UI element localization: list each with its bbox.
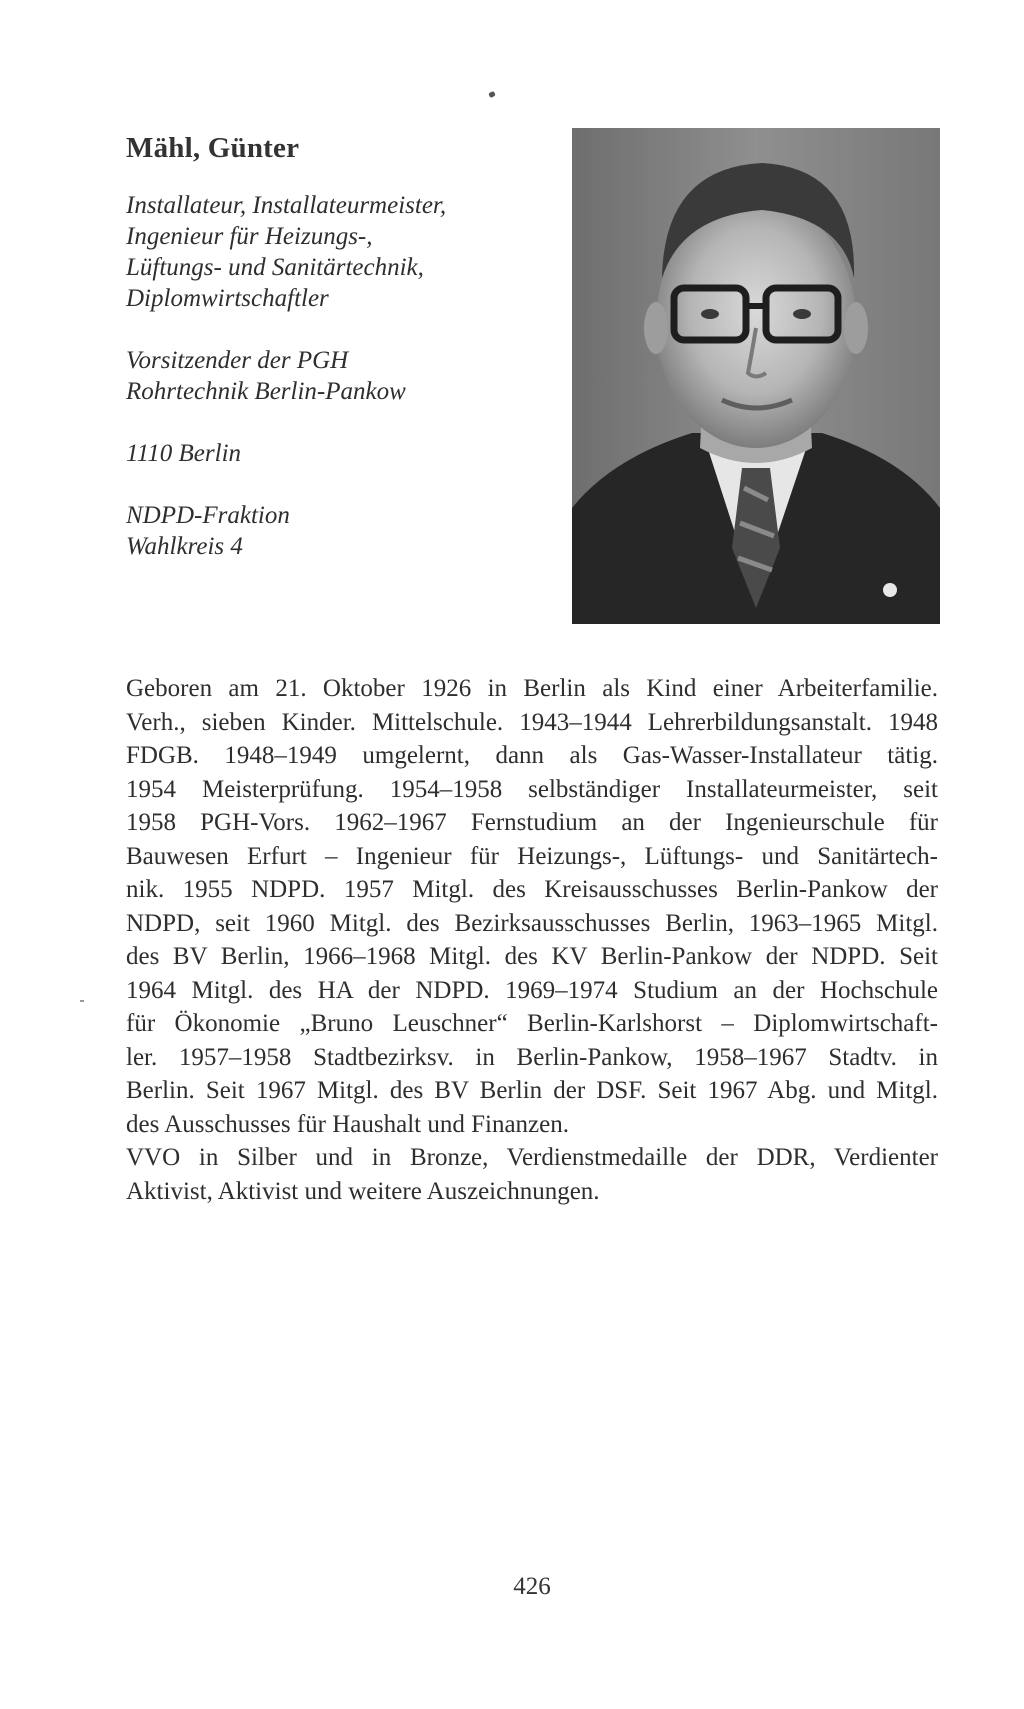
profession-line: Ingenieur für Heizungs-,: [126, 223, 373, 250]
page-number: 426: [513, 1573, 551, 1600]
ink-mark: [488, 91, 496, 98]
portrait-photo: [572, 128, 940, 624]
position-line: Vorsitzender der PGH: [126, 347, 349, 374]
address: 1110 Berlin: [126, 440, 242, 467]
constituency: Wahlkreis 4: [126, 533, 243, 560]
biography-line: 1958 PGH-Vors. 1962–1967 Fernstudium an der Ingenieurschule für: [126, 809, 938, 836]
person-details: [126, 190, 456, 562]
profession-line: Lüftungs- und Sanitärtechnik,: [126, 254, 424, 281]
biography-line: ler. 1957–1958 Stadtbezirksv. in Berlin-Pankow, 1958–1967 Stadtv. in: [126, 1043, 938, 1071]
biography-line: Berlin. Seit 1967 Mitgl. des BV Berlin der DSF. Seit 1967 Abg. und Mitgl.: [126, 1077, 938, 1104]
biography-line: FDGB. 1948–1949 umgelernt, dann als Gas-Wasser-Installateur tätig.: [126, 742, 938, 769]
portrait-illustration: [572, 128, 940, 624]
position-line: Rohrtechnik Berlin-Pankow: [126, 378, 406, 405]
biography-line: Verh., sieben Kinder. Mittelschule. 1943–1944 Lehrerbildungsanstalt. 1948: [126, 708, 938, 736]
biography-line: Bauwesen Erfurt – Ingenieur für Heizungs-, Lüftungs- und Sanitärtech-: [126, 842, 938, 870]
profession-line: Diplomwirtschaftler: [126, 285, 329, 312]
biography-line: für Ökonomie „Bruno Leuschner“ Berlin-Karlshorst – Diplomwirtschaft-: [126, 1010, 938, 1037]
biography: [126, 672, 938, 1208]
margin-mark: [80, 1000, 84, 1002]
awards-line: VVO in Silber und in Bronze, Verdienstmedaille der DDR, Verdienter: [126, 1144, 938, 1171]
biography-line: 1954 Meisterprüfung. 1954–1958 selbständiger Installateurmeister, seit: [126, 775, 938, 803]
fraction: NDPD-Fraktion: [126, 502, 290, 529]
biography-line: Geboren am 21. Oktober 1926 in Berlin als Kind einer Arbeiterfamilie.: [126, 675, 938, 702]
biography-line: NDPD, seit 1960 Mitgl. des Bezirksausschusses Berlin, 1963–1965 Mitgl.: [126, 909, 938, 937]
profession-line: Installateur, Installateurmeister,: [126, 192, 447, 219]
person-name: Mähl, Günter: [126, 132, 300, 164]
biography-line: nik. 1955 NDPD. 1957 Mitgl. des Kreisausschusses Berlin-Pankow der: [126, 876, 938, 903]
biography-line: des Ausschusses für Haushalt und Finanzen.: [126, 1110, 569, 1138]
biography-line: des BV Berlin, 1966–1968 Mitgl. des KV Berlin-Pankow der NDPD. Seit: [126, 943, 938, 970]
biography-line: 1964 Mitgl. des HA der NDPD. 1969–1974 Studium an der Hochschule: [126, 976, 938, 1004]
awards-line: Aktivist, Aktivist und weitere Auszeichnungen.: [126, 1177, 600, 1205]
